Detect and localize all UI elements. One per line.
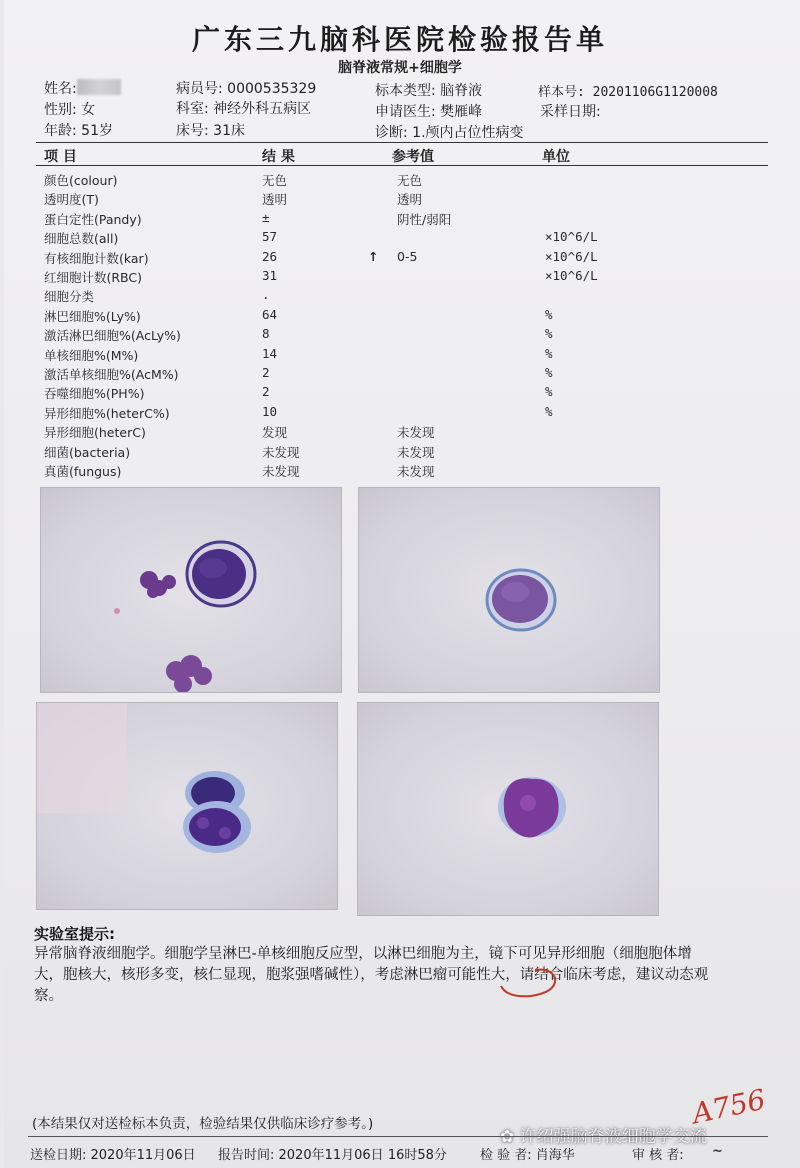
reviewer-signature: ~ [712, 1144, 723, 1159]
cell-reference: 未发现 [397, 444, 435, 460]
lab-note-title: 实验室提示: [34, 925, 115, 943]
cell-item: 吞噬细胞%(PH%) [44, 386, 145, 402]
cell-unit: ×10^6/L [545, 248, 598, 264]
sample-number: 样本号: 20201106G1120008 [538, 85, 718, 100]
table-row [0, 443, 800, 462]
cell-reference: 无色 [397, 173, 423, 188]
col-header-reference: 参考值 [392, 149, 434, 165]
table-row [0, 384, 800, 403]
col-header-unit: 单位 [542, 149, 570, 165]
cell-reference: 0-5 [397, 248, 418, 264]
cell-result: 未发现 [262, 464, 300, 479]
cell-result: 57 [262, 229, 278, 245]
wechat-icon: ✿ [500, 1127, 515, 1147]
redacted-name [77, 79, 121, 95]
cell-item: 真菌(fungus) [44, 464, 122, 479]
cell-item: 单核细胞%(M%) [44, 347, 139, 363]
red-ink-circle-mark [495, 966, 565, 1000]
cell-result: 2 [262, 365, 270, 380]
table-row [0, 462, 800, 481]
table-row [0, 346, 800, 365]
cell-item: 颜色(colour) [44, 173, 118, 188]
cell-result: 64 [262, 306, 278, 322]
cell-unit: % [545, 345, 553, 361]
department: 科室: 神经外科五病区 [176, 101, 312, 117]
send-date: 送检日期: 2020年11月06日 [30, 1148, 196, 1163]
cell-item: 异形细胞(heterC) [44, 425, 146, 441]
patient-age: 年龄: 51岁 [44, 123, 113, 139]
cell-reference: 透明 [397, 192, 423, 208]
disclaimer: (本结果仅对送检标本负责，检验结果仅供临床诊疗参考。) [32, 1116, 374, 1132]
watermark-text: 许绍强脑脊液细胞学交流 [519, 1127, 707, 1147]
cell-result: 8 [262, 326, 270, 342]
collection-date: 采样日期: [540, 104, 601, 120]
table-row [0, 229, 800, 248]
col-header-item: 项 目 [44, 149, 77, 165]
sample-type: 标本类型: 脑脊液 [375, 83, 483, 99]
table-row [0, 326, 800, 345]
cell-result: 发现 [262, 425, 288, 441]
reviewer: 审 核 者: [632, 1148, 684, 1163]
cell-result: ± [262, 209, 270, 225]
cell-item: 异形细胞%(heterC%) [44, 405, 170, 421]
table-row [0, 287, 800, 306]
cell-item: 淋巴细胞%(Ly%) [44, 308, 141, 324]
cell-unit: % [545, 403, 553, 419]
cell-unit: % [545, 365, 553, 380]
cell-result: 26 [262, 248, 278, 264]
requesting-doctor: 申请医生: 樊雁峰 [375, 104, 483, 120]
cell-item: 有核细胞计数(kar) [44, 250, 149, 266]
table-row [0, 210, 800, 229]
report-time: 报告时间: 2020年11月06日 16时58分 [218, 1148, 447, 1163]
table-row [0, 268, 800, 287]
col-header-result: 结 果 [262, 149, 295, 165]
table-row [0, 249, 800, 268]
cell-result: 未发现 [262, 444, 300, 460]
cell-result: 31 [262, 268, 278, 283]
report-subtitle: 脑脊液常规+细胞学 [338, 60, 462, 76]
cell-item: 蛋白定性(Pandy) [44, 211, 142, 227]
cell-item: 红细胞计数(RBC) [44, 270, 143, 285]
table-row [0, 423, 800, 442]
cell-result: . [262, 287, 270, 303]
cell-result: 2 [262, 384, 270, 400]
table-row [0, 404, 800, 423]
table-header-rule [36, 165, 768, 166]
cell-reference: 未发现 [397, 425, 435, 441]
cell-flag: ↑ [368, 248, 379, 264]
table-top-rule [36, 142, 768, 143]
cell-unit: ×10^6/L [545, 229, 598, 245]
patient-name [44, 78, 121, 98]
cell-result: 无色 [262, 173, 288, 188]
cell-item: 细胞分类 [44, 289, 95, 305]
patient-sex: 性别: 女 [44, 102, 96, 118]
micrograph-1 [40, 487, 342, 693]
cell-unit: % [545, 306, 553, 322]
table-row [0, 190, 800, 209]
patient-name-label: 姓名: [44, 81, 77, 97]
cell-result: 14 [262, 345, 278, 361]
cell-item: 细胞总数(all) [44, 231, 119, 247]
cell-item: 激活淋巴细胞%(AcLy%) [44, 328, 181, 344]
cell-reference: 未发现 [397, 464, 435, 479]
record-number: 病员号: 0000535329 [176, 81, 317, 97]
diagnosis: 诊断: 1.颅内占位性病变 [375, 125, 524, 141]
micrograph-3 [36, 702, 338, 910]
cell-unit: ×10^6/L [545, 268, 598, 283]
cell-unit: % [545, 384, 553, 400]
cell-item: 激活单核细胞%(AcM%) [44, 367, 179, 382]
cell-item: 透明度(T) [44, 192, 99, 208]
lab-note-text: 异常脑脊液细胞学。细胞学呈淋巴-单核细胞反应型，以淋巴细胞为主，镜下可见异形细胞（细胞胞体增大，胞核大，核形多变，核仁显现，胞浆强嗜碱性），考虑淋巴瘤可能性大，请结合临床考虑，建议动态观察。 [34, 946, 709, 1004]
bed-number: 床号: 31床 [176, 123, 245, 139]
cell-result: 10 [262, 403, 278, 419]
micrograph-4 [357, 702, 659, 916]
table-row [0, 171, 800, 190]
cell-reference: 阴性/弱阳 [397, 211, 452, 227]
cell-unit: % [545, 326, 553, 342]
cell-item: 细菌(bacteria) [44, 444, 131, 460]
report-title: 广东三九脑科医院检验报告单 [191, 23, 608, 56]
micrograph-2 [358, 487, 660, 693]
cell-result: 透明 [262, 192, 288, 208]
tester: 检 验 者: 肖海华 [480, 1148, 575, 1163]
table-row [0, 365, 800, 384]
table-row [0, 307, 800, 326]
handwritten-mark: A756 [689, 1082, 769, 1131]
footer-rule [28, 1136, 768, 1137]
